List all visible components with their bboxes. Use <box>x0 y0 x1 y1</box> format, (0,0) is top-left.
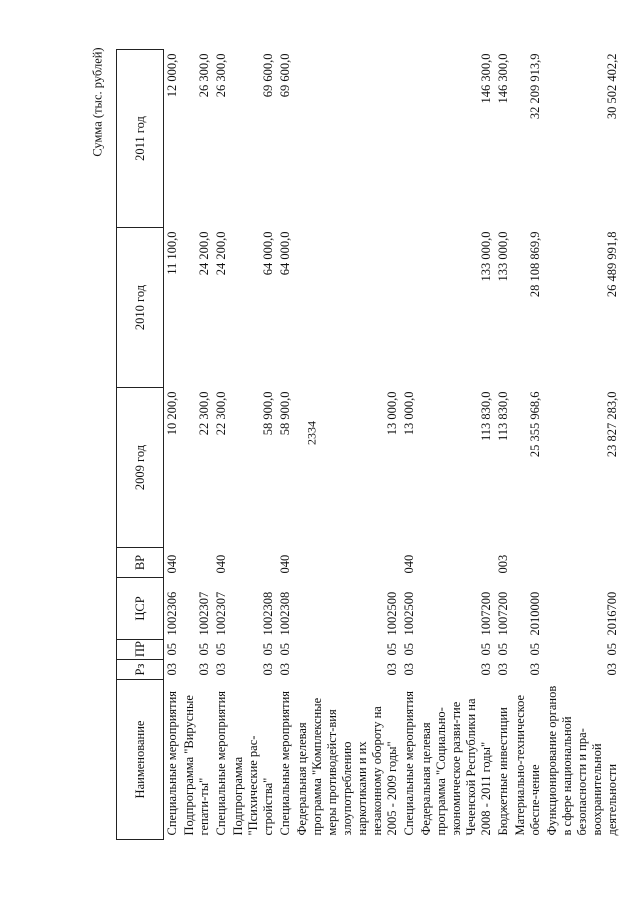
table-row <box>418 50 495 840</box>
row-name: Специальные мероприятия <box>165 690 179 836</box>
row-pr: 05 <box>261 643 275 656</box>
row-csr: 1002500 <box>402 591 416 636</box>
row-name: Специальные мероприятия <box>402 690 416 836</box>
row-2009: 113 830,0 <box>496 391 510 442</box>
row-2011: 26 300,0 <box>197 53 211 98</box>
row-2011: 32 209 913,9 <box>528 53 542 120</box>
header-2011: 2011 год <box>117 50 164 228</box>
row-vr <box>181 548 213 578</box>
row-rz: 03 <box>385 663 399 676</box>
table-row <box>294 50 401 840</box>
header-2010: 2010 год <box>117 228 164 388</box>
row-rz: 03 <box>479 663 493 676</box>
row-vr: 040 <box>214 554 228 574</box>
table-row <box>213 50 230 840</box>
row-vr <box>294 548 401 578</box>
row-2010: 28 108 869,9 <box>528 231 542 298</box>
row-csr: 1002307 <box>214 591 228 636</box>
row-pr: 05 <box>165 643 179 656</box>
row-2010: 133 000,0 <box>496 231 510 282</box>
row-2010: 26 489 991,8 <box>605 231 619 298</box>
header-2009: 2009 год <box>117 388 164 548</box>
row-csr: 2016700 <box>605 591 619 636</box>
row-csr: 1002500 <box>385 591 399 636</box>
row-pr: 05 <box>528 643 542 656</box>
row-2009: 23 827 283,0 <box>605 391 619 458</box>
row-pr: 05 <box>605 643 619 656</box>
row-csr: 1007200 <box>496 591 510 636</box>
row-pr: 05 <box>197 643 211 656</box>
row-2011: 12 000,0 <box>165 53 179 98</box>
row-2010 <box>401 228 418 388</box>
table-row <box>164 50 182 840</box>
row-2009: 10 200,0 <box>165 391 179 436</box>
row-vr: 040 <box>402 554 416 574</box>
row-rz: 03 <box>402 663 416 676</box>
row-csr: 1002308 <box>278 591 292 636</box>
table-row <box>512 50 544 840</box>
row-vr: 003 <box>496 554 510 574</box>
row-2010: 64 000,0 <box>261 231 275 276</box>
row-2011: 69 600,0 <box>261 53 275 98</box>
row-2010: 11 100,0 <box>165 231 179 275</box>
row-name: Бюджетные инвестиции <box>496 707 510 836</box>
row-2009: 13 000,0 <box>402 391 416 436</box>
row-rz: 03 <box>197 663 211 676</box>
row-name: Материально-техническое обеспе-чение <box>513 694 542 836</box>
header-name: Наименование <box>117 680 164 840</box>
row-csr: 1007200 <box>479 591 493 636</box>
row-vr <box>512 548 544 578</box>
table-row <box>495 50 512 840</box>
row-2011 <box>294 50 401 228</box>
row-csr: 2010000 <box>528 591 542 636</box>
table-row <box>277 50 294 840</box>
rotated-content <box>116 50 619 840</box>
row-2011: 146 300,0 <box>496 53 510 104</box>
row-name: Подпрограмма "Вирусные гепати-ты" <box>182 695 211 836</box>
row-vr <box>418 548 495 578</box>
row-vr: 040 <box>278 554 292 574</box>
row-2009: 113 830,0 <box>479 391 493 442</box>
row-csr: 1002307 <box>197 591 211 636</box>
row-2011 <box>401 50 418 228</box>
row-2009: 25 355 968,6 <box>528 391 542 458</box>
row-2011: 69 600,0 <box>278 53 292 98</box>
row-2010: 64 000,0 <box>278 231 292 276</box>
table-header-row <box>117 50 164 840</box>
header-csr: ЦСР <box>117 578 164 640</box>
row-2010: 24 200,0 <box>197 231 211 276</box>
budget-table <box>116 49 621 840</box>
row-csr: 1002306 <box>165 591 179 636</box>
row-2010 <box>294 228 401 388</box>
row-name: Федеральная целевая программа "Комплексные меры противодейст-вия злоупотреблению наркотиками и их незаконному обороту на 2005 - 2009 годы" <box>295 697 399 836</box>
row-rz: 03 <box>261 663 275 676</box>
row-2011: 30 502 402,2 <box>605 53 619 120</box>
header-vr: ВР <box>117 548 164 578</box>
table-row <box>544 50 621 840</box>
row-2009: 13 000,0 <box>385 391 399 436</box>
row-rz: 03 <box>278 663 292 676</box>
row-rz: 03 <box>528 663 542 676</box>
row-pr: 05 <box>385 643 399 656</box>
row-rz: 03 <box>496 663 510 676</box>
row-2011: 146 300,0 <box>479 53 493 104</box>
row-2011: 26 300,0 <box>214 53 228 98</box>
row-2010: 24 200,0 <box>214 231 228 276</box>
header-rz: Рз <box>117 660 164 680</box>
table-row <box>401 50 418 840</box>
row-2009: 22 300,0 <box>214 391 228 436</box>
row-vr <box>230 548 277 578</box>
row-pr: 05 <box>402 643 416 656</box>
row-2009: 58 900,0 <box>261 391 275 436</box>
row-pr: 05 <box>214 643 228 656</box>
row-name: Подпрограмма "Психические рас-стройства" <box>231 735 275 836</box>
header-pr: ПР <box>117 640 164 660</box>
page-number: 2334 <box>304 421 319 445</box>
table-row <box>230 50 277 840</box>
table-row <box>181 50 213 840</box>
row-2010: 133 000,0 <box>479 231 493 282</box>
unit-note: Сумма (тыс. рублей) <box>90 47 105 157</box>
row-vr: 040 <box>165 554 179 574</box>
row-rz: 03 <box>605 663 619 676</box>
row-name: Функционирование органов в сфере национальной безопасности и пра-воохранительной деятельности <box>545 685 619 836</box>
row-pr: 05 <box>496 643 510 656</box>
row-2009: 58 900,0 <box>278 391 292 436</box>
row-rz: 03 <box>165 663 179 676</box>
row-name: Федеральная целевая программа "Социально-экономическое разви-тие Чеченской Республики на 2008 - 2011 годы" <box>419 698 493 836</box>
row-vr <box>544 548 621 578</box>
row-2009: 22 300,0 <box>197 391 211 436</box>
row-pr: 05 <box>479 643 493 656</box>
row-pr: 05 <box>278 643 292 656</box>
row-name: Специальные мероприятия <box>214 690 228 836</box>
row-rz: 03 <box>214 663 228 676</box>
row-name: Специальные мероприятия <box>278 690 292 836</box>
row-csr: 1002308 <box>261 591 275 636</box>
